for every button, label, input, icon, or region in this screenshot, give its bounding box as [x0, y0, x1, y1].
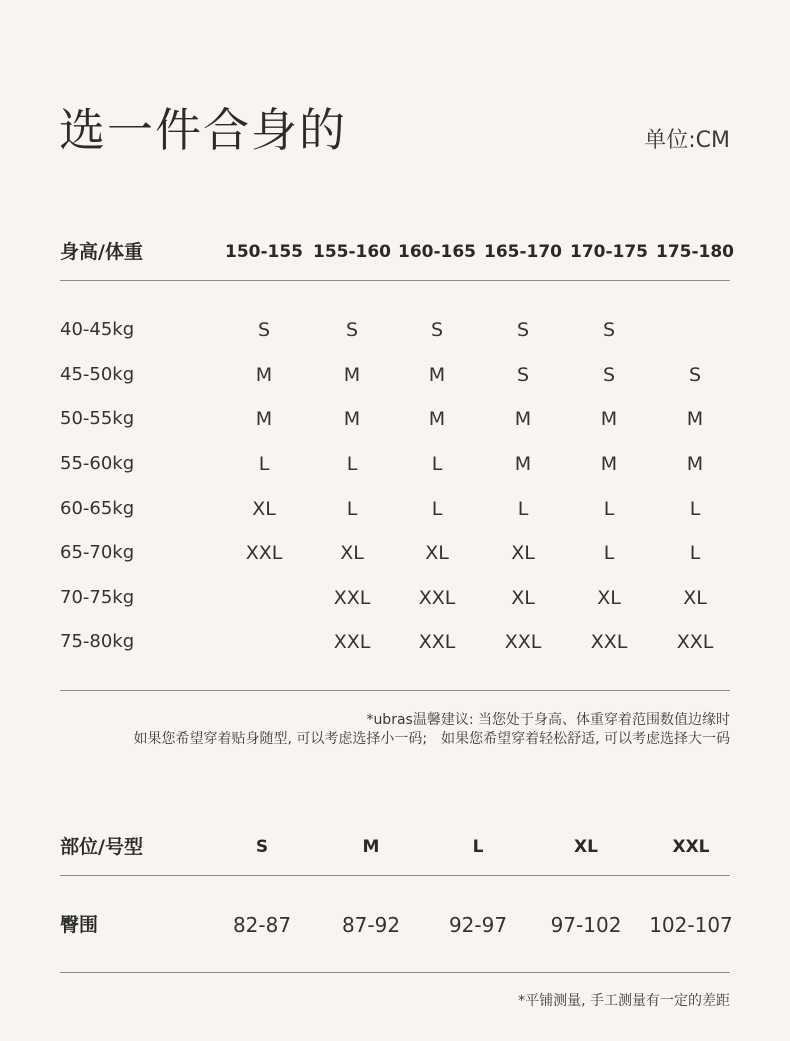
height-column-175-180: 175-180: [655, 242, 735, 262]
height-column-170-175: 170-175: [569, 242, 649, 262]
size-table-header-divider: [60, 280, 730, 281]
hip-value-cell: 102-107: [649, 913, 733, 937]
size-cell: XXL: [333, 587, 371, 609]
size-cell: XL: [425, 542, 449, 564]
table-row: [60, 449, 730, 479]
size-column-xl: XL: [574, 837, 598, 857]
measure-table-bottom-divider: [60, 972, 730, 973]
height-column-160-165: 160-165: [397, 242, 477, 262]
weight-label: 45-50kg: [60, 364, 135, 385]
size-cell: L: [431, 453, 443, 475]
unit-label: 单位:CM: [644, 128, 730, 153]
size-cell: M: [686, 453, 704, 475]
size-cell: S: [516, 364, 530, 386]
hip-value-cell: 97-102: [550, 913, 622, 937]
table-row: [60, 627, 730, 657]
hip-value-cell: 87-92: [341, 913, 401, 937]
weight-label: 40-45kg: [60, 319, 135, 340]
measure-table-header: [60, 832, 730, 862]
size-cell: XL: [340, 542, 364, 564]
size-cell: L: [346, 453, 358, 475]
part-size-header-label: 部位/号型: [60, 836, 143, 858]
size-cell: M: [343, 364, 361, 386]
size-cell: L: [603, 542, 615, 564]
size-cell: M: [255, 408, 273, 430]
hip-value-cell: 92-97: [448, 913, 508, 937]
table-row: [60, 315, 730, 345]
size-cell: M: [600, 408, 618, 430]
size-cell: S: [688, 364, 702, 386]
size-cell: M: [428, 364, 446, 386]
size-cell: M: [600, 453, 618, 475]
size-cell: XXL: [676, 631, 714, 653]
size-cell: S: [516, 319, 530, 341]
table-row: [60, 494, 730, 524]
height-weight-header-label: 身高/体重: [60, 241, 143, 263]
size-cell: XL: [683, 587, 707, 609]
size-cell: M: [343, 408, 361, 430]
size-cell: L: [346, 498, 358, 520]
size-cell: S: [602, 364, 616, 386]
size-cell: XL: [511, 587, 535, 609]
table-row: [60, 538, 730, 568]
weight-label: 55-60kg: [60, 453, 135, 474]
size-cell: XXL: [418, 631, 456, 653]
table-row: [60, 909, 733, 941]
size-cell: L: [689, 542, 701, 564]
size-table-bottom-divider: [60, 690, 730, 691]
size-table-header: [60, 236, 735, 268]
size-cell: M: [686, 408, 704, 430]
size-column-m: M: [362, 837, 380, 857]
size-cell: M: [255, 364, 273, 386]
size-cell: S: [257, 319, 271, 341]
size-cell: XXL: [590, 631, 628, 653]
table-row: [60, 583, 730, 613]
size-cell: XL: [597, 587, 621, 609]
size-cell: S: [430, 319, 444, 341]
hip-label: 臀围: [60, 914, 99, 936]
weight-label: 60-65kg: [60, 498, 135, 519]
measurement-footnote: *平铺测量, 手工测量有一定的差距: [518, 993, 730, 1009]
size-cell: L: [258, 453, 270, 475]
size-cell: XXL: [333, 631, 371, 653]
weight-label: 70-75kg: [60, 587, 135, 608]
table-row: [60, 404, 730, 434]
height-column-165-170: 165-170: [483, 242, 563, 262]
fit-advice-note-line-2: 如果您希望穿着贴身随型, 可以考虑选择小一码; 如果您希望穿着轻松舒适, 可以考虑选择大一码: [133, 731, 730, 747]
size-cell: L: [517, 498, 529, 520]
weight-label: 50-55kg: [60, 408, 135, 429]
size-cell: S: [602, 319, 616, 341]
size-cell: M: [428, 408, 446, 430]
size-cell: XL: [511, 542, 535, 564]
size-column-s: S: [255, 837, 269, 857]
size-cell: XXL: [418, 587, 456, 609]
size-column-l: L: [472, 837, 484, 857]
height-column-155-160: 155-160: [312, 242, 392, 262]
size-column-xxl: XXL: [672, 837, 710, 857]
weight-label: 75-80kg: [60, 631, 135, 652]
size-cell: XL: [252, 498, 276, 520]
size-cell: L: [431, 498, 443, 520]
weight-label: 65-70kg: [60, 542, 135, 563]
size-cell: L: [603, 498, 615, 520]
size-cell: XXL: [504, 631, 542, 653]
size-cell: L: [689, 498, 701, 520]
height-column-150-155: 150-155: [224, 242, 304, 262]
size-cell: S: [345, 319, 359, 341]
measure-table-header-divider: [60, 875, 730, 876]
hip-value-cell: 82-87: [232, 913, 292, 937]
size-cell: M: [514, 408, 532, 430]
table-row: [60, 360, 730, 390]
size-cell: M: [514, 453, 532, 475]
size-cell: XXL: [245, 542, 283, 564]
fit-advice-note-line-1: *ubras温馨建议: 当您处于身高、体重穿着范围数值边缘时: [366, 712, 730, 728]
page-title: 选一件合身的: [59, 103, 347, 157]
